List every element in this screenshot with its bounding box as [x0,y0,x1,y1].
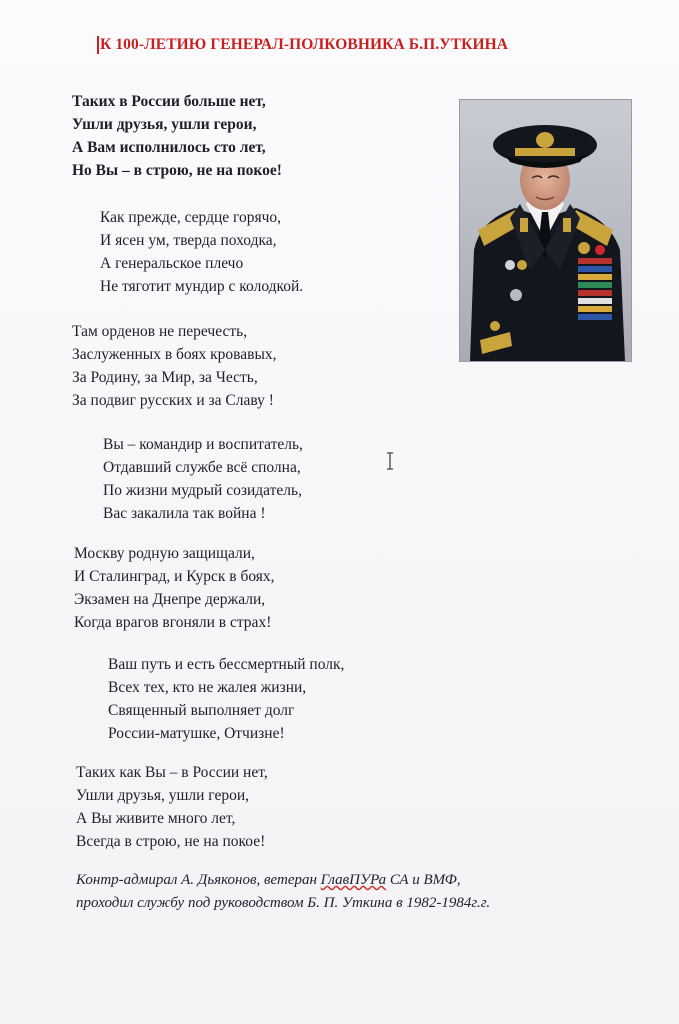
poem-line: По жизни мудрый созидатель, [103,482,302,499]
page-title: К 100-ЛЕТИЮ ГЕНЕРАЛ-ПОЛКОВНИКА Б.П.УТКИНА [100,36,509,53]
poem-line: И Сталинград, и Курск в боях, [74,568,275,585]
poem-line: Отдавший службе всё сполна, [103,459,301,476]
poem-line: Вы – командир и воспитатель, [103,436,303,453]
poem-line: И ясен ум, тверда походка, [100,232,277,249]
poem-line: Как прежде, сердце горячо, [100,209,282,226]
stanza-3 [72,320,277,412]
poem-line: Всех тех, кто не жалея жизни, [108,679,307,696]
poem-line: Экзамен на Днепре держали, [74,591,266,608]
stanza-1 [72,90,282,182]
i-beam-cursor-icon [386,452,394,470]
stanza-7 [76,761,268,853]
poem-line: А Вам исполнилось сто лет, [72,139,266,156]
poem-line: Там орденов не перечесть, [72,323,248,340]
poem-line: Священный выполняет долг [108,702,295,719]
poem-line: Когда врагов вгоняли в страх! [74,614,272,631]
poem-line: Не тяготит мундир с колодкой. [100,278,304,295]
poem-line: Но Вы – в строю, не на покое! [72,162,282,179]
poem-line: Ваш путь и есть бессмертный полк, [108,656,345,673]
signature-line-2: проходил службу под руководством Б. П. Уткина в 1982-1984г.г. [76,895,491,911]
stanza-5 [74,542,275,634]
poem-line: А Вы живите много лет, [76,810,236,827]
poem-line: Ушли друзья, ушли герои, [76,787,249,804]
text-caret [97,36,99,54]
poem-line: За Родину, за Мир, за Честь, [72,369,258,386]
poem-line: Ушли друзья, ушли герои, [72,116,257,133]
poem-line: Москву родную защищали, [74,545,255,562]
poem-line: Таких как Вы – в России нет, [76,764,268,781]
poem-line: Всегда в строю, не на покое! [76,833,266,850]
stanza-6 [108,653,344,745]
misspelled-word: ГлавПУРа [320,872,387,888]
poem-line: Вас закалила так война ! [103,505,266,522]
signature-line-1: Контр-адмирал А. Дьяконов, ветеран ГлавПУРа СА и ВМФ, [76,872,461,888]
poem-line: Таких в России больше нет, [72,93,266,110]
signature [76,869,490,915]
stanza-4 [103,433,303,525]
poem-line: А генеральское плечо [100,255,244,272]
stanza-2 [100,206,303,298]
officer-portrait [460,100,631,361]
poem-line: России-матушке, Отчизне! [108,725,285,742]
poem-line: Заслуженных в боях кровавых, [72,346,277,363]
poem-line: За подвиг русских и за Славу ! [72,392,274,409]
